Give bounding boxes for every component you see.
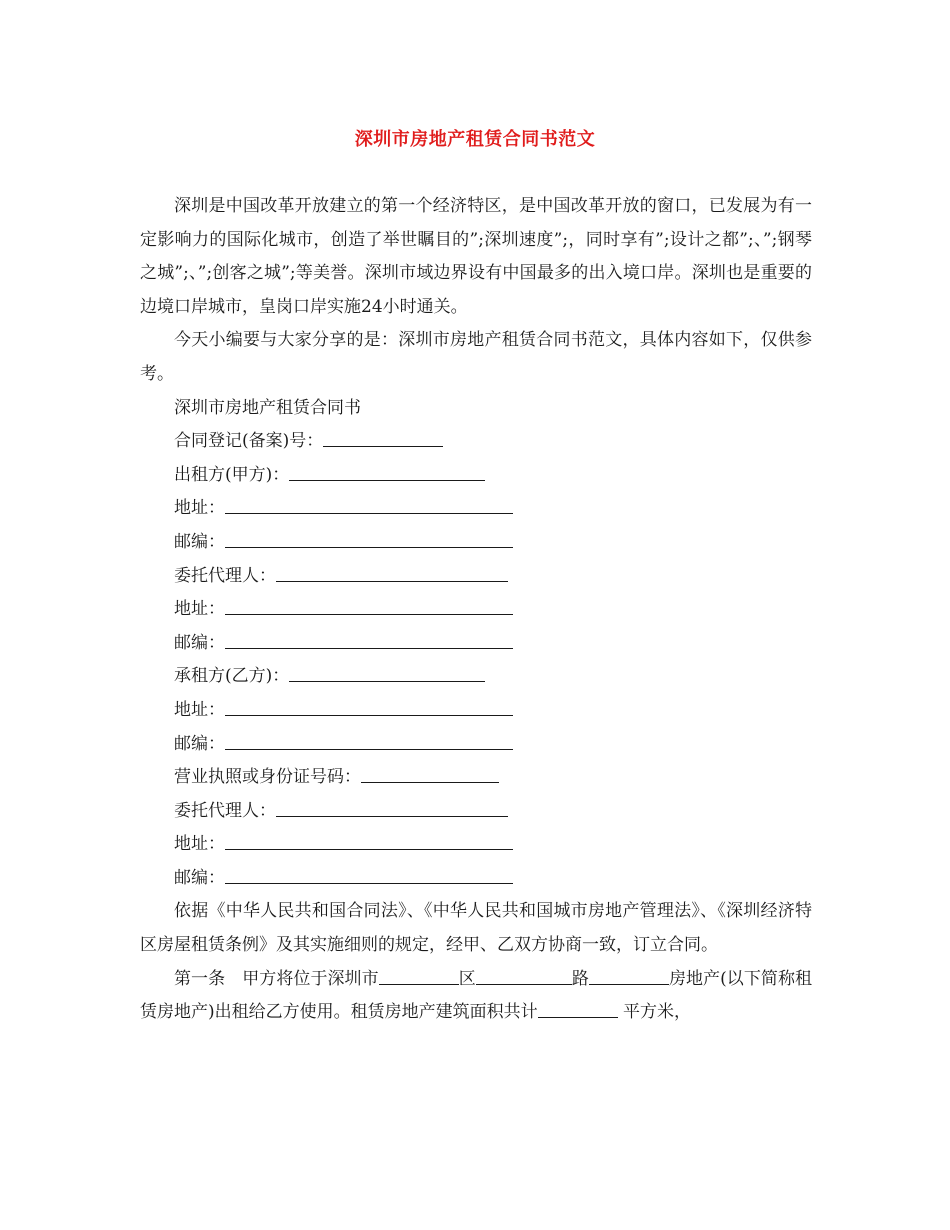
lessee-line [140, 660, 812, 694]
article-text: 甲方将位于深圳市 [242, 968, 379, 989]
lessee-agent-address-line [140, 828, 812, 862]
lessor-agent-address-line [140, 593, 812, 627]
article-text: 平方米， [623, 1002, 692, 1023]
field-label: 地址： [174, 699, 225, 720]
lessor-address-line [140, 492, 812, 526]
lessee-agent-postcode-line [140, 862, 812, 896]
field-label: 地址： [174, 498, 225, 519]
intro-paragraph: 今天小编要与大家分享的是：深圳市房地产租赁合同书范文，具体内容如下，仅供参考。 [140, 330, 812, 384]
article-number: 第一条 [174, 968, 226, 989]
lessor-line [140, 459, 812, 493]
fill-blank [276, 799, 508, 817]
fill-blank [379, 967, 459, 985]
fill-blank [225, 597, 513, 615]
fill-blank [361, 765, 499, 783]
contract-heading: 深圳市房地产租赁合同书 [174, 397, 361, 418]
field-label: 地址： [174, 834, 225, 855]
lessee-agent-line [140, 795, 812, 829]
field-label: 邮编： [174, 632, 225, 653]
field-label: 委托代理人： [174, 565, 276, 586]
registration-line [140, 425, 812, 459]
fill-blank [323, 429, 443, 447]
field-label: 邮编： [174, 733, 225, 754]
article-text: 区 [458, 968, 476, 989]
document-body [140, 190, 812, 1030]
fill-blank [476, 967, 572, 985]
field-label: 邮编： [174, 867, 225, 888]
field-label: 出租方(甲方)： [174, 464, 290, 485]
fill-blank [225, 631, 513, 649]
fill-blank [589, 967, 669, 985]
fill-blank [289, 463, 485, 481]
fill-blank [538, 1000, 618, 1018]
lessee-license-line [140, 761, 812, 795]
intro-paragraph: 深圳是中国改革开放建立的第一个经济特区，是中国改革开放的窗口，已发展为有一定影响力的国际化城市，创造了举世瞩目的”;深圳速度”;，同时享有”;设计之都”;、”;钢琴之城”;、”;创客之城”;等美誉。深圳市域边界设有中国最多的出入境口岸。深圳也是重要的边境口岸城市，皇岗口岸实施24小时通关。 [140, 196, 812, 317]
field-label: 委托代理人： [174, 800, 276, 821]
field-label: 营业执照或身份证号码： [174, 767, 361, 788]
article-text: 房地产(以下简称租赁房地产)出租给乙方使用。租赁房地产建筑面积共计 [140, 968, 813, 1023]
fill-blank [289, 664, 485, 682]
field-label: 邮编： [174, 531, 225, 552]
lessor-postcode-line [140, 526, 812, 560]
lessor-agent-postcode-line [140, 627, 812, 661]
article-text: 路 [571, 968, 589, 989]
fill-blank [225, 530, 513, 548]
lessee-address-line [140, 694, 812, 728]
article-1-paragraph [140, 963, 812, 1030]
legal-basis-paragraph: 依据《中华人民共和国合同法》、《中华人民共和国城市房地产管理法》、《深圳经济特区房屋租赁条例》及其实施细则的规定，经甲、乙双方协商一致，订立合同。 [140, 901, 812, 956]
field-label: 地址： [174, 599, 225, 620]
fill-blank [225, 866, 513, 884]
document-title: 深圳市房地产租赁合同书范文 [354, 129, 596, 150]
lessor-agent-line [140, 560, 812, 594]
fill-blank [225, 732, 513, 750]
fill-blank [225, 496, 513, 514]
fill-blank [225, 698, 513, 716]
field-label: 承租方(乙方)： [174, 666, 290, 687]
fill-blank [276, 564, 508, 582]
fill-blank [225, 832, 513, 850]
lessee-postcode-line [140, 728, 812, 762]
field-label: 合同登记(备案)号： [174, 431, 324, 452]
